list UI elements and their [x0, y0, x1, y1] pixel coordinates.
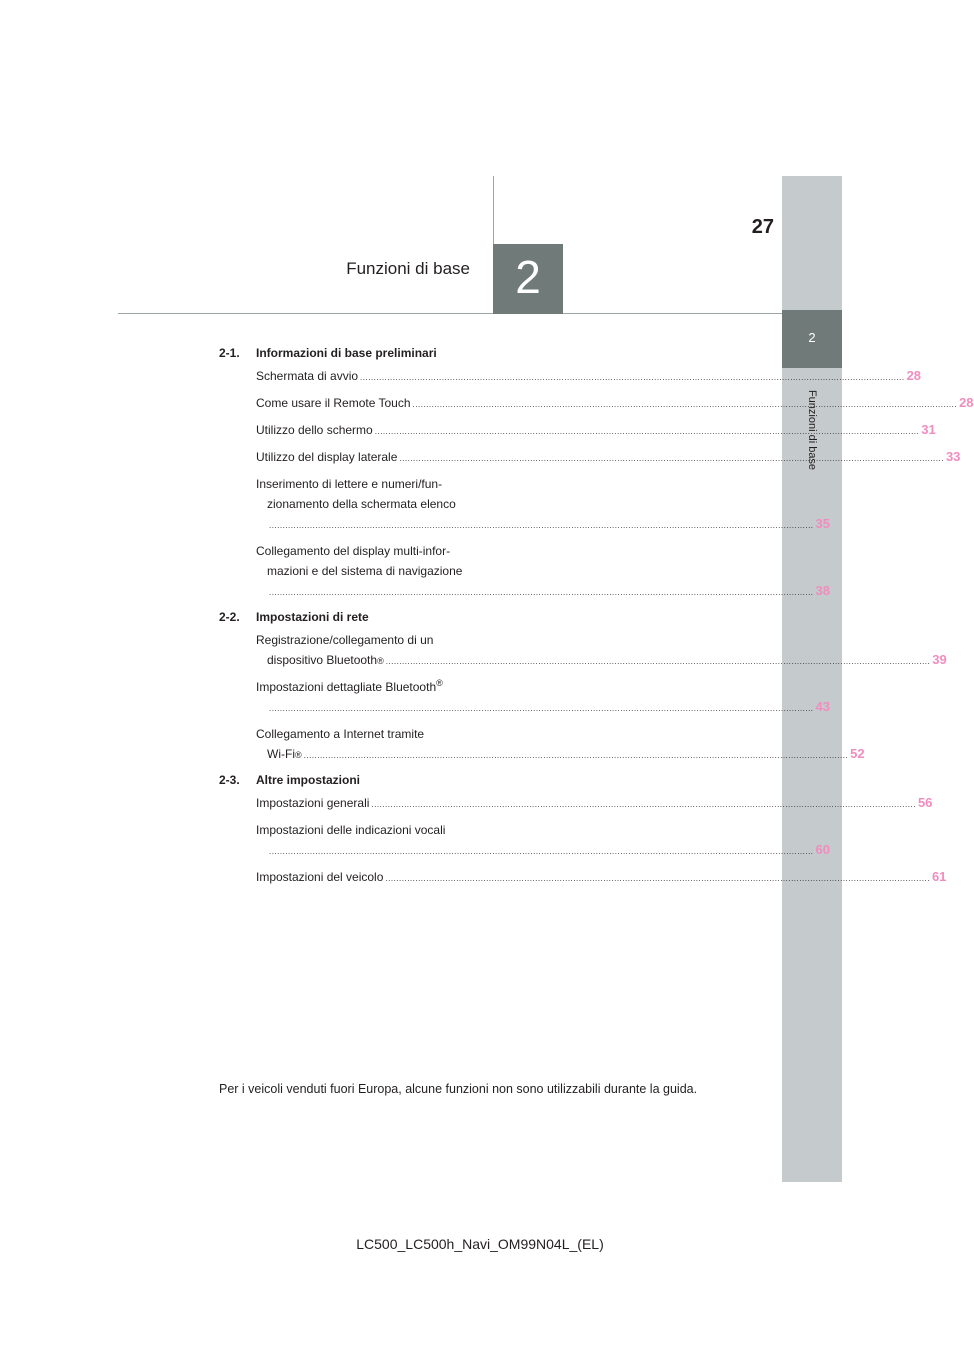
toc-section-title: Altre impostazioni: [256, 773, 361, 787]
toc-section-heading: [219, 771, 471, 793]
toc-entry-text: Inserimento di lettere e numeri/fun-: [256, 477, 443, 491]
chapter-title: Funzioni di base: [346, 259, 470, 278]
dot-leader: ........................................................................................................................................................................................................: [269, 704, 814, 713]
toc-entry-text: zionamento della schermata elenco: [267, 497, 456, 511]
toc-page-link[interactable]: 61: [931, 869, 947, 884]
toc-entry-line: [256, 677, 471, 697]
toc-entry-leader-line: [256, 581, 830, 603]
toc-page-link[interactable]: 31: [921, 422, 936, 437]
dot-leader: ........................................................................................................................................................................................................: [360, 373, 905, 382]
toc-page-link[interactable]: 56: [917, 795, 933, 810]
toc-entry[interactable]: [256, 447, 961, 469]
chapter-number: 2: [515, 251, 541, 303]
toc-section-heading: [219, 344, 471, 366]
toc-entry-text: mazioni e del sistema di navigazione: [267, 564, 463, 578]
toc-page-link[interactable]: 52: [850, 746, 865, 761]
dot-leader: ........................................................................................................................................................................................................: [269, 847, 814, 856]
toc-page-link[interactable]: 28: [906, 368, 922, 383]
toc-entry-leader-line: [256, 447, 961, 469]
document-id: LC500_LC500h_Navi_OM99N04L_(EL): [356, 1236, 604, 1252]
toc-entry-leader-line: [256, 366, 922, 388]
toc-entry[interactable]: [256, 420, 936, 442]
toc-entry-leader-line: [256, 697, 830, 719]
toc-page-link[interactable]: 38: [815, 583, 830, 598]
footnote: Per i veicoli venduti fuori Europa, alcune funzioni non sono utilizzabili durante la guida.: [219, 1082, 698, 1096]
header-divider: [493, 176, 494, 244]
toc-entry[interactable]: [256, 820, 830, 862]
dot-leader: ........................................................................................................................................................................................................: [371, 800, 916, 809]
toc-entry-leader-line: [256, 840, 830, 862]
toc-section-title: Impostazioni di rete: [256, 610, 369, 624]
header-rule: [118, 313, 782, 314]
dot-leader: ........................................................................................................................................................................................................: [399, 454, 944, 463]
side-tab-number: 2: [808, 330, 816, 345]
toc-entry-leader-line: [256, 514, 830, 536]
dot-leader: ........................................................................................................................................................................................................: [385, 657, 931, 666]
toc-page-link[interactable]: 60: [815, 842, 830, 857]
toc-section-number: 2-1.: [219, 346, 240, 360]
toc-entry-text: dispositivo Bluetooth: [267, 653, 378, 667]
toc-section-number: 2-2.: [219, 610, 240, 624]
toc-entry-text: Impostazioni dettagliate Bluetooth: [256, 680, 437, 694]
toc-entry-leader-line: [256, 393, 974, 415]
toc-entry-text: Registrazione/collegamento di un: [256, 633, 434, 647]
toc-entry-text: Impostazioni delle indicazioni vocali: [256, 823, 446, 837]
dot-leader: ........................................................................................................................................................................................................: [303, 751, 849, 760]
toc-entry-text: Impostazioni generali: [256, 796, 370, 810]
toc-page-link[interactable]: 28: [959, 395, 974, 410]
toc-entry-leader-line: [256, 793, 933, 815]
toc-entry[interactable]: [256, 630, 947, 672]
registered-mark: ®: [436, 678, 443, 688]
toc-entry-text: Collegamento del display multi-infor-: [256, 544, 451, 558]
toc-section-heading: [219, 608, 471, 630]
toc-entry-text: Utilizzo del display laterale: [256, 450, 398, 464]
toc-entry-text: Come usare il Remote Touch: [256, 396, 411, 410]
dot-leader: ........................................................................................................................................................................................................: [374, 427, 920, 436]
toc-page-link[interactable]: 35: [815, 516, 830, 531]
toc-entry-leader-line: [256, 867, 947, 889]
dot-leader: ........................................................................................................................................................................................................: [269, 588, 814, 597]
side-tab-label: Funzioni di base: [806, 389, 818, 471]
toc-entry-text: Utilizzo dello schermo: [256, 423, 373, 437]
toc-entry[interactable]: [256, 677, 830, 719]
page-number: 27: [751, 216, 774, 238]
toc-entry[interactable]: [256, 724, 865, 766]
toc-entry[interactable]: [256, 793, 933, 815]
toc-entry-text: Wi-Fi: [267, 747, 295, 761]
toc-entry-text: Collegamento a Internet tramite: [256, 727, 425, 741]
toc-entry-leader-line: Wi-Fi ® ........................................................................................................................................................................................................ 52: [256, 744, 471, 766]
dot-leader: ........................................................................................................................................................................................................: [412, 400, 958, 409]
toc-entry[interactable]: [256, 867, 947, 889]
toc-entry-text: Impostazioni del veicolo: [256, 870, 384, 884]
dot-leader: ........................................................................................................................................................................................................: [385, 874, 930, 883]
toc-entry[interactable]: [256, 393, 974, 415]
toc-section-title: Informazioni di base preliminari: [256, 346, 437, 360]
toc-entry[interactable]: [256, 474, 830, 536]
toc-entry-leader-line: dispositivo Bluetooth ® ........................................................................................................................................................................................................ 39: [256, 650, 471, 672]
dot-leader: ........................................................................................................................................................................................................: [269, 521, 814, 530]
toc-entry-text: Schermata di avvio: [256, 369, 359, 383]
toc-entry[interactable]: [256, 366, 922, 388]
toc-entry-leader-line: [256, 420, 936, 442]
toc-page-link[interactable]: 33: [945, 449, 961, 464]
toc-page-link[interactable]: 43: [815, 699, 830, 714]
toc-entry[interactable]: [256, 541, 830, 603]
toc-section-number: 2-3.: [219, 773, 240, 787]
toc-page-link[interactable]: 39: [932, 652, 947, 667]
